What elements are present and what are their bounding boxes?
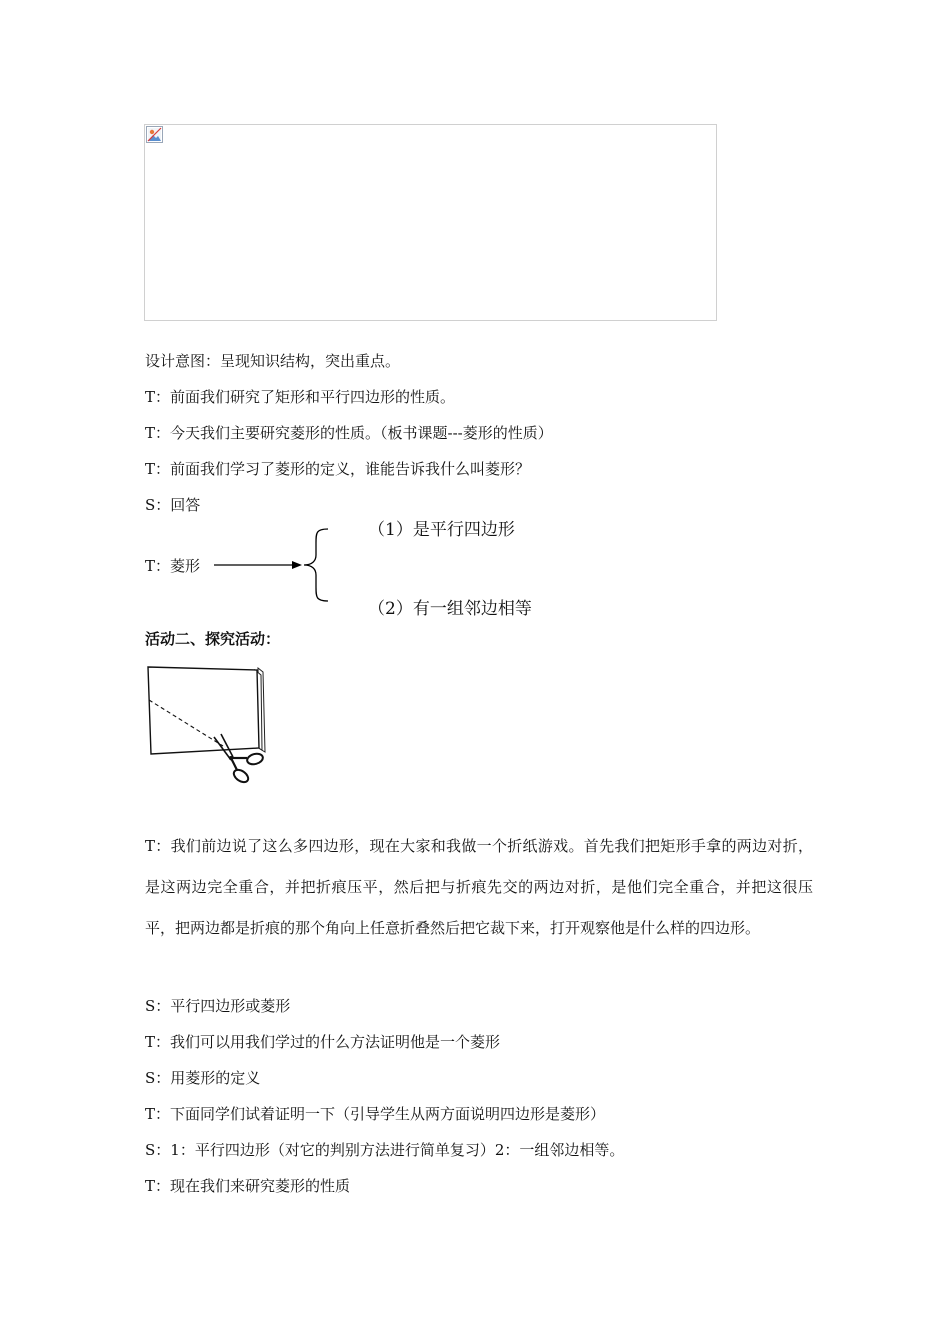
dialogue-line: S：平行四边形或菱形 (145, 997, 291, 1015)
dialogue-line: T：现在我们来研究菱形的性质 (145, 1177, 351, 1195)
dialogue-line: T：前面我们学习了菱形的定义，谁能告诉我什么叫菱形？ (145, 460, 531, 478)
broken-image-icon (146, 126, 163, 143)
definition-item-2: （2）有一组邻边相等 (368, 599, 532, 619)
activity-heading: 活动二、探究活动： (145, 630, 281, 648)
definition-item-1: （1）是平行四边形 (368, 520, 515, 540)
arrow-brace-graphic (214, 525, 334, 605)
dialogue-line: S：回答 (145, 496, 201, 514)
dialogue-line: T：我们可以用我们学过的什么方法证明他是一个菱形 (145, 1033, 501, 1051)
paper-folding-paragraph: T：我们前边说了这么多四边形，现在大家和我做一个折纸游戏。首先我们把矩形手拿的两边对折，是这两边完全重合，并把折痕压平，然后把与折痕先交的两边对折，是他们完全重合，并把这很压平，把两边都是折痕的那个角向上任意折叠然后把它裁下来，打开观察他是什么样的四边形。 (145, 837, 813, 937)
dialogue-line: T：今天我们主要研究菱形的性质。（板书课题---菱形的性质） (145, 424, 553, 442)
dialogue-line: T：前面我们研究了矩形和平行四边形的性质。 (145, 388, 456, 406)
dialogue-line: T：下面同学们试着证明一下（引导学生从两方面说明四边形是菱形） (145, 1105, 606, 1123)
dialogue-line: S：1：平行四边形（对它的判别方法进行简单复习）2：一组邻边相等。 (145, 1141, 625, 1159)
design-intent-text: 设计意图：呈现知识结构，突出重点。 (145, 352, 401, 370)
dialogue-line: S：用菱形的定义 (145, 1069, 261, 1087)
image-placeholder (144, 124, 717, 321)
definition-label: T：菱形 (145, 557, 201, 575)
folded-paper-scissors-icon (145, 664, 270, 786)
